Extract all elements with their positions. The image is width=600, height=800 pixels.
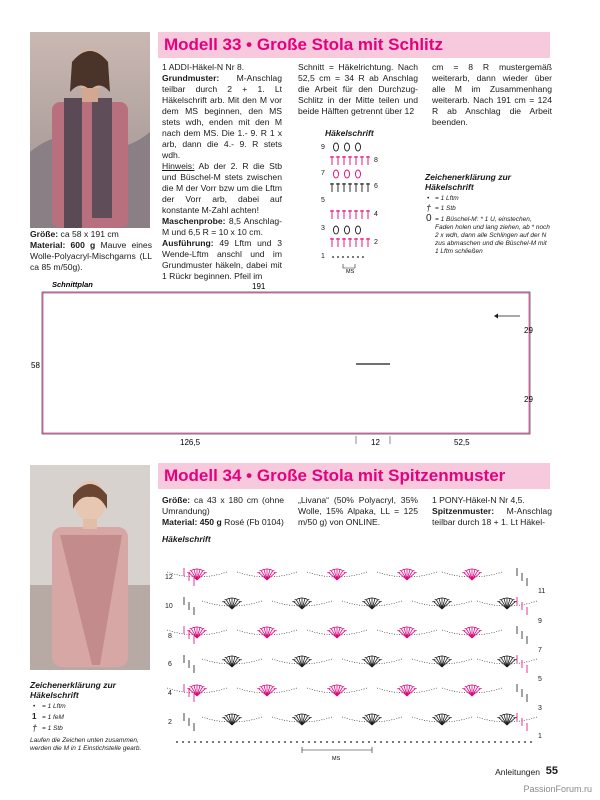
ausfuehrung-label: Ausführung: [162, 238, 214, 248]
schnitt-bottom-left: 126,5 [180, 438, 201, 447]
model34-instructions [432, 495, 552, 528]
chart34-ms-label: MS [332, 756, 341, 762]
material-weight: 450 g [197, 517, 222, 527]
hinweis-text: Ab der 2. R die Stb und Büschel-M stets zwischen die M der Vorr bzw um die Lftm der Vorr arb, dabei auf konstante M-Zahl achten! [162, 161, 282, 215]
chart34-row-2: 2 [168, 719, 172, 726]
chart34-row-1: 1 [538, 733, 542, 740]
chart33-row-5: 5 [321, 197, 325, 204]
page-number: 55 [545, 765, 558, 777]
size-label: Größe: [162, 495, 191, 505]
material-value: Mauve eines Wolle-Polyacryl-Mischgarns (LL ca 85 m/50g). [30, 240, 152, 272]
spitzenmuster-label: Spitzenmuster: [432, 506, 495, 516]
schnitt-bottom-mid: 12 [371, 438, 380, 447]
single-crochet-icon: 1 [32, 712, 37, 721]
material-value: Rosé (Fb 0104) [221, 517, 284, 527]
lace-pattern [167, 568, 537, 743]
schnittplan-title: Schnittplan [52, 280, 93, 289]
footer-section-label: Anleitungen [495, 767, 540, 777]
schnitt-bottom-right: 52,5 [454, 438, 470, 447]
chart34-row-12: 12 [165, 574, 173, 581]
model34-yarn [298, 495, 418, 528]
legend-cluster: = 1 Büschel-M: * 1 U, einstechen, Faden holen und lang ziehen, ab * noch 2 x wdh, dann alle Schlingen auf der N zus abmaschen und die Büschel-M mit 1 Lftm schließen [435, 216, 550, 255]
col4-text: cm = 8 R mustergemäß weiterarb, dann wieder über alle M im Zusammenhang weiterarb. Nach 191 cm = 124 R ab Anschlag die Arbeit beenden. [432, 62, 552, 127]
material-label: Material: [162, 517, 198, 527]
material-weight: 600 g [65, 240, 96, 250]
col3-text: Schnitt = Häkelrichtung. Nach 52,5 cm = 34 R ab Anschlag die Arbeit für den Durchzug-Schlitz in der Mitte teilen und beide Hälften getrennt über 12 [298, 62, 418, 116]
chart34-row-11: 11 [538, 588, 546, 595]
chart34-row-9: 9 [538, 618, 542, 625]
legend-single-crochet: = 1 feM [42, 714, 64, 721]
chart33-row-7: 7 [321, 170, 325, 177]
legend-note: Laufen die Zeichen unten zusammen, werden die M in 1 Einstichstelle gearb. [30, 737, 142, 752]
legend-treble: = 1 Stb [435, 205, 456, 212]
chart33-row-3: 3 [321, 225, 325, 232]
model33-schnittplan [30, 278, 560, 450]
material-label: Material: [30, 240, 66, 250]
chart34-row-8: 8 [168, 633, 172, 640]
maschenprobe-label: Maschenprobe: [162, 216, 226, 226]
hook-line: 1 ADDI-Häkel-N Nr 8. [162, 62, 245, 72]
chart34-row-10: 10 [165, 603, 173, 610]
model33-title-bar [158, 32, 550, 58]
model33-instructions-col4 [432, 62, 552, 128]
hook-line: 1 PONY-Häkel-N Nr 4,5. [432, 495, 525, 505]
chain-stitch-icon: • [33, 703, 36, 710]
model33-crochet-chart [318, 140, 388, 275]
chart33-row-8: 8 [374, 157, 378, 164]
legend-chain: = 1 Lftm [42, 703, 66, 710]
model34-size-material [162, 495, 284, 528]
chart34-row-6: 6 [168, 661, 172, 668]
chart34-row-4: 4 [168, 690, 172, 697]
chart33-ms-label: MS [346, 269, 355, 275]
chart33-row-6: 6 [374, 183, 378, 190]
legend-treble: = 1 Stb [42, 725, 63, 732]
size-value: ca 43 x 180 cm (ohne Umrandung) [162, 495, 284, 516]
model33-legend-title: Zeichenerklärung zur Häkelschrift [425, 172, 511, 192]
chart33-row-9: 9 [321, 144, 325, 151]
legend-chain: = 1 Lftm [435, 195, 459, 202]
yarn-text: „Livana“ (50% Polyacryl, 35% Wolle, 15% Alpaka, LL = 125 m/50 g) von ONLINE. [298, 495, 418, 527]
schnitt-width: 191 [252, 282, 266, 291]
maschenprobe-text: 8,5 Anschlag-M und 6,5 R = 10 x 10 cm. [162, 216, 282, 237]
size-value: ca 58 x 191 cm [58, 229, 119, 239]
schnitt-height: 58 [31, 361, 40, 370]
grundmuster-text: M-Anschlag teilbar durch 2 + 1. Lt Häkelschrift arb. Mit den M vor dem MS beginnen, den MS stets wdh, enden mit den M nach dem MS. Die 1.- 9. R 1 x arb, dann die 4.- 9. R stets wdh. [162, 73, 282, 160]
chart33-row-2: 2 [374, 239, 378, 246]
treble-stitch-icon: † [426, 203, 432, 213]
chain-stitch-icon: • [427, 195, 430, 202]
model33-size-material [30, 229, 152, 273]
model33-instructions-col2 [162, 62, 282, 282]
chart33-row-4: 4 [374, 211, 378, 218]
model34-photo [30, 465, 150, 670]
model34-title: Modell 34 • Große Stola mit Spitzenmuster [164, 466, 506, 485]
cluster-stitch-icon: 0 [426, 213, 432, 224]
model33-photo [30, 32, 150, 228]
model33-legend [425, 195, 550, 256]
ausfuehrung-text: 49 Lftm und 3 Wende-Lftm anschl und im Grundmuster häkeln, dabei mit 1 Rückr beginnen. Pfeil im [162, 238, 282, 281]
model34-legend-title: Zeichenerklärung zur Häkelschrift [30, 680, 116, 700]
model33-title: Modell 33 • Große Stola mit Schlitz [164, 35, 443, 54]
model34-crochet-chart [162, 538, 552, 763]
grundmuster-label: Grundmuster: [162, 73, 220, 83]
model34-title-bar [158, 463, 550, 489]
model34-legend [30, 703, 155, 752]
spitzenmuster-text: M-Anschlag teilbar durch 18 + 1. Lt Häkel- [432, 506, 552, 527]
size-label: Größe: [30, 229, 59, 239]
chart34-row-5: 5 [538, 676, 542, 683]
chart33-row-1: 1 [321, 253, 325, 260]
treble-stitch-icon: † [32, 723, 38, 733]
chart34-row-7: 7 [538, 647, 542, 654]
schnitt-right-top: 29 [524, 326, 533, 335]
model33-instructions-col3 [298, 62, 418, 117]
chart34-row-3: 3 [538, 705, 542, 712]
model33-chart-title: Häkelschrift [325, 128, 374, 138]
watermark: PassionForum.ru [523, 784, 592, 794]
hinweis-label: Hinweis: [162, 161, 195, 171]
schnitt-right-bottom: 29 [524, 395, 533, 404]
model34-chart-title: Häkelschrift [162, 534, 211, 544]
